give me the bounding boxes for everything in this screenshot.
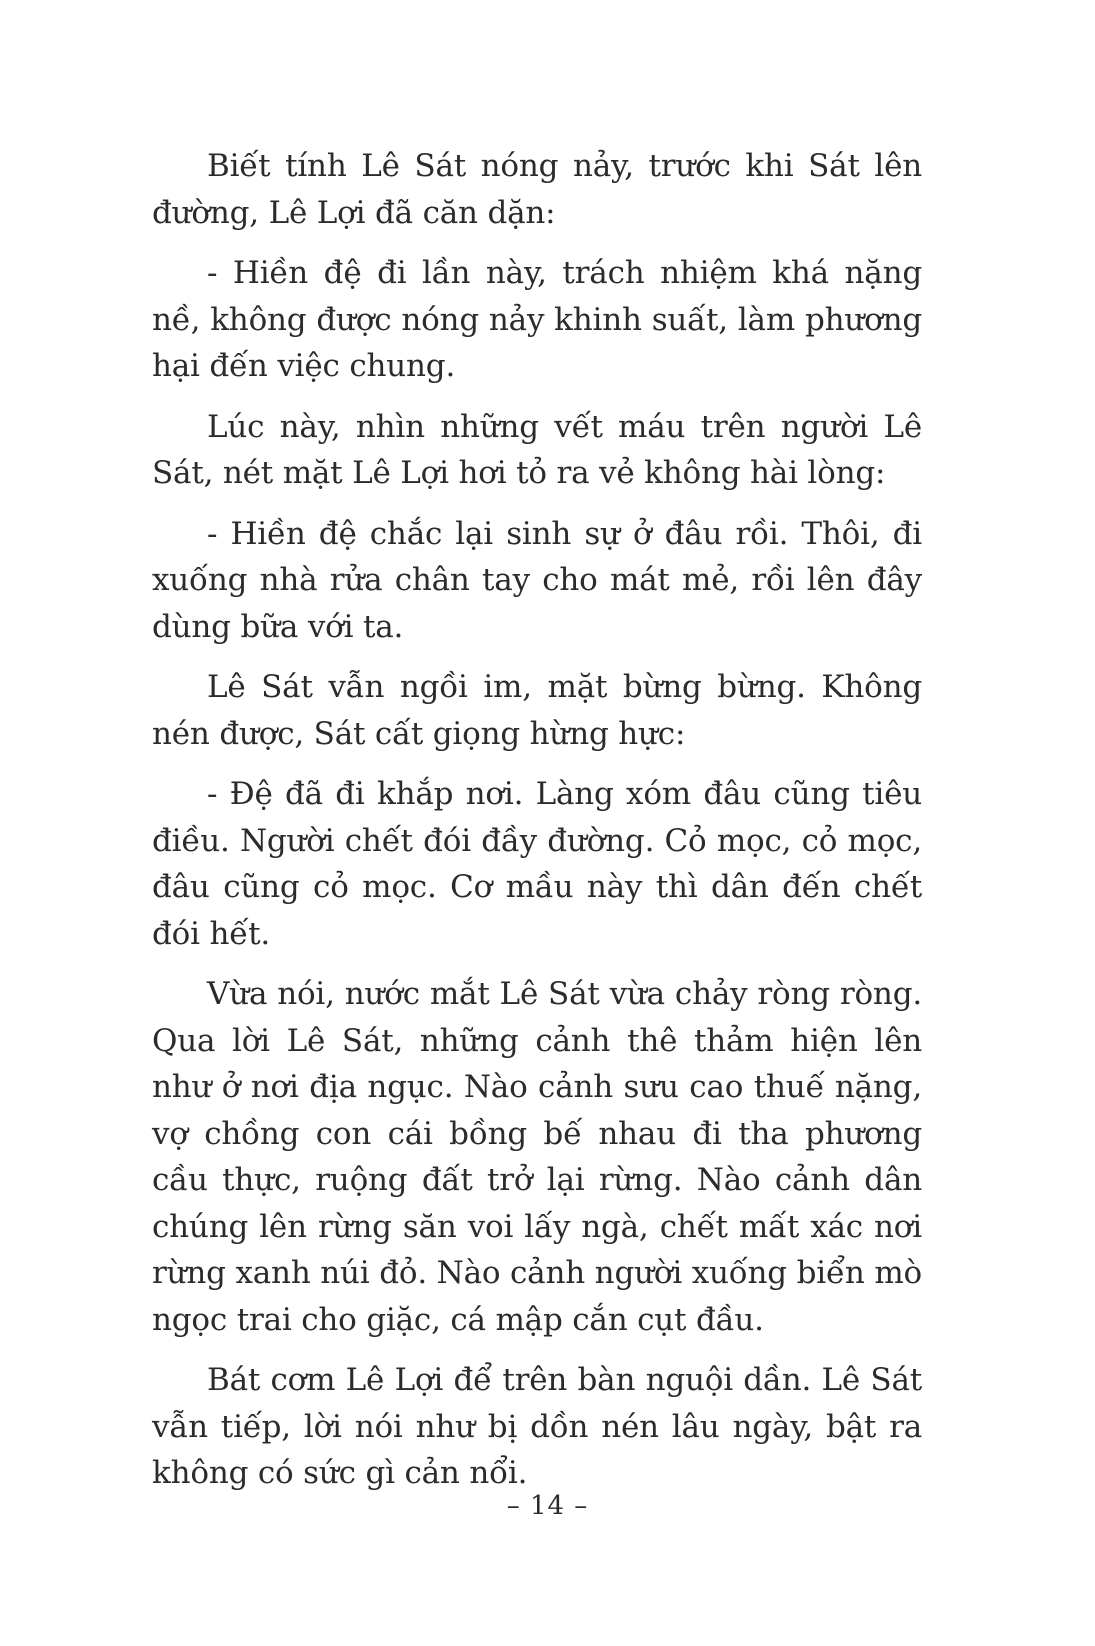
paragraph-7: Vừa nói, nước mắt Lê Sát vừa chảy ròng ròng. Qua lời Lê Sát, những cảnh thê thảm hiện lên như ở nơi địa ngục. Nào cảnh sưu cao thuế nặng, vợ chồng con cái bồng bế nhau đi tha phương cầu thực, ruộng đất trở lại rừng. Nào cảnh dân chúng lên rừng săn voi lấy ngà, chết mất xác nơi rừng xanh núi đỏ. Nào cảnh người xuống biển mò ngọc trai cho giặc, cá mập cắn cụt đầu. xyxy=(152,976,922,1338)
paragraph-4: - Hiền đệ chắc lại sinh sự ở đâu rồi. Thôi, đi xuống nhà rửa chân tay cho mát mẻ, rồi lên đây dùng bữa với ta. xyxy=(152,515,922,645)
page-number: – 14 – xyxy=(506,1491,589,1521)
paragraph-5: Lê Sát vẫn ngồi im, mặt bừng bừng. Không nén được, Sát cất giọng hừng hực: xyxy=(152,669,922,752)
paragraph-1: Biết tính Lê Sát nóng nảy, trước khi Sát lên đường, Lê Lợi đã căn dặn: xyxy=(152,148,922,231)
paragraph-3: Lúc này, nhìn những vết máu trên người Lê Sát, nét mặt Lê Lợi hơi tỏ ra vẻ không hài lòng: xyxy=(152,408,922,491)
paragraph-2: - Hiền đệ đi lần này, trách nhiệm khá nặng nề, không được nóng nảy khinh suất, làm phương hại đến việc chung. xyxy=(152,255,922,384)
paragraph-6: - Đệ đã đi khắp nơi. Làng xóm đâu cũng tiêu điều. Người chết đói đầy đường. Cỏ mọc, cỏ mọc, đâu cũng cỏ mọc. Cơ mầu này thì dân đến chết đói hết. xyxy=(152,776,922,952)
body-text xyxy=(152,143,922,1497)
paragraph-8: Bát cơm Lê Lợi để trên bàn nguội dần. Lê Sát vẫn tiếp, lời nói như bị dồn nén lâu ngày, bật ra không có sức gì cản nổi. xyxy=(152,1362,922,1491)
